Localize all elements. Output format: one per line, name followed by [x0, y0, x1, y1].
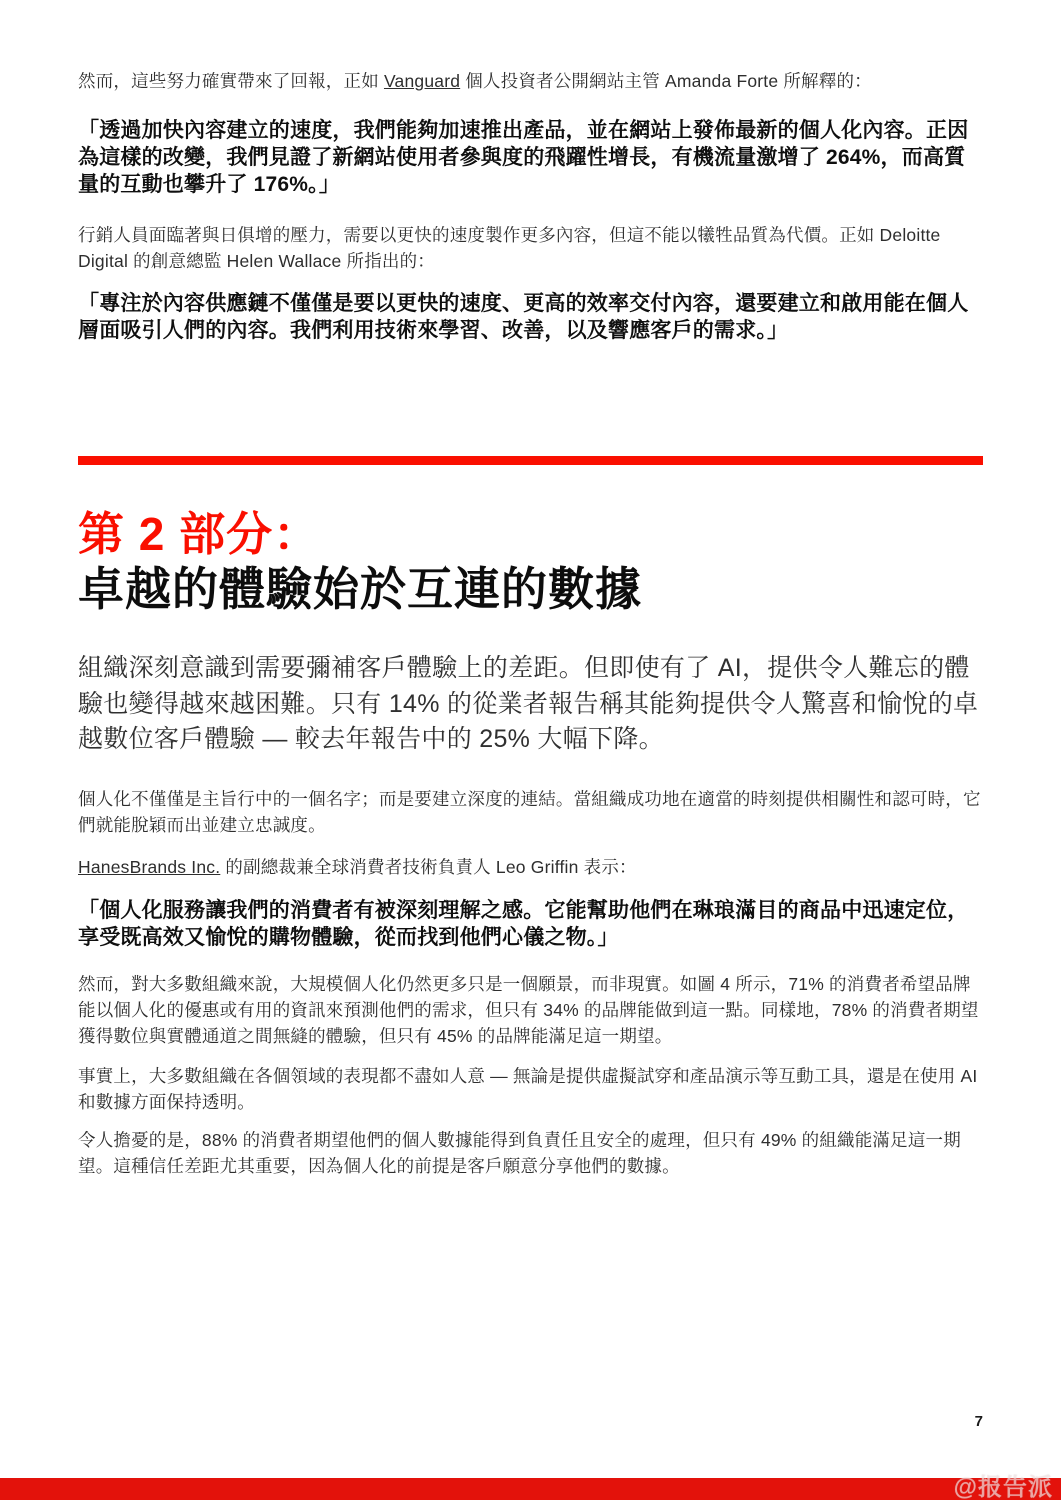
- paragraph-vanguard-intro: [78, 68, 983, 94]
- paragraph-text: 的副總裁兼全球消費者技術負責人 Leo Griffin 表示：: [220, 856, 637, 877]
- quote-hanesbrands: 「個人化服務讓我們的消費者有被深刻理解之感。它能幫助他們在琳琅滿目的商品中迅速定位，享受既高效又愉悅的購物體驗，從而找到他們心儀之物。」: [78, 898, 969, 949]
- paragraph-org-performance: 事實上，大多數組織在各個領域的表現都不盡如人意 — 無論是提供虛擬試穿和產品演示等互動工具，還是在使用 AI 和數據方面保持透明。: [78, 1065, 978, 1112]
- paragraph-figure4-stats: 然而，對大多數組織來說，大規模個人化仍然更多只是一個願景，而非現實。如圖 4 所示，71% 的消費者希望品牌能以個人化的優惠或有用的資訊來預測他們的需求，但只有 34% 的品牌能做到這一點。同樣地，78% 的消費者期望獲得數位與實體通道之間無縫的體驗，但只有 45% 的品牌能滿足這一期望。: [78, 973, 979, 1046]
- section-title: 卓越的體驗始於互連的數據: [78, 563, 642, 615]
- paragraph-text: 然而，這些努力確實帶來了回報，正如: [78, 71, 384, 91]
- footer-bar: [0, 1478, 1061, 1500]
- paragraph-trust-gap: 令人擔憂的是，88% 的消費者期望他們的個人數據能得到負責任且安全的處理，但只有 49% 的組織能滿足這一期望。這種信任差距尤其重要，因為個人化的前提是客戶願意分享他們的數據。: [78, 1129, 961, 1176]
- quote-vanguard: 「透過加快內容建立的速度，我們能夠加速推出產品，並在網站上發佈最新的個人化內容。正因為這樣的改變，我們見證了新網站使用者參與度的飛躍性增長，有機流量激增了 264%，而高質量的互動也攀升了 176%。」: [78, 119, 969, 196]
- section-label: 第 2 部分：: [78, 508, 321, 560]
- paragraph-text: 個人投資者公開網站主管 Amanda Forte 所解釋的：: [460, 71, 872, 91]
- quote-deloitte: 「專注於內容供應鏈不僅僅是要以更快的速度、更高的效率交付內容，還要建立和啟用能在個人層面吸引人們的內容。我們利用技術來學習、改善，以及響應客戶的需求。」: [78, 292, 969, 342]
- hanesbrands-link[interactable]: HanesBrands Inc.: [78, 856, 221, 877]
- paragraph-hanesbrands-intro: [78, 854, 983, 880]
- vanguard-link[interactable]: Vanguard: [383, 71, 461, 91]
- page-number: 7: [974, 1413, 983, 1430]
- paragraph-deloitte-intro: 行銷人員面臨著與日俱增的壓力，需要以更快的速度製作更多內容，但這不能以犧牲品質為代價。正如 Deloitte Digital 的創意總監 Helen Wallace 所指出的：: [78, 225, 941, 271]
- section-intro: 組織深刻意識到需要彌補客戶體驗上的差距。但即使有了 AI，提供令人難忘的體驗也變得越來越困難。只有 14% 的從業者報告稱其能夠提供令人驚喜和愉悅的卓越數位客戶體驗 — 較去年報告中的 25% 大幅下降。: [78, 654, 979, 753]
- paragraph-personalization: 個人化不僅僅是主旨行中的一個名字；而是要建立深度的連結。當組織成功地在適當的時刻提供相關性和認可時，它們就能脫穎而出並建立忠誠度。: [78, 788, 981, 835]
- watermark: @报告派: [953, 1474, 1053, 1501]
- section-divider-rule: [78, 456, 983, 465]
